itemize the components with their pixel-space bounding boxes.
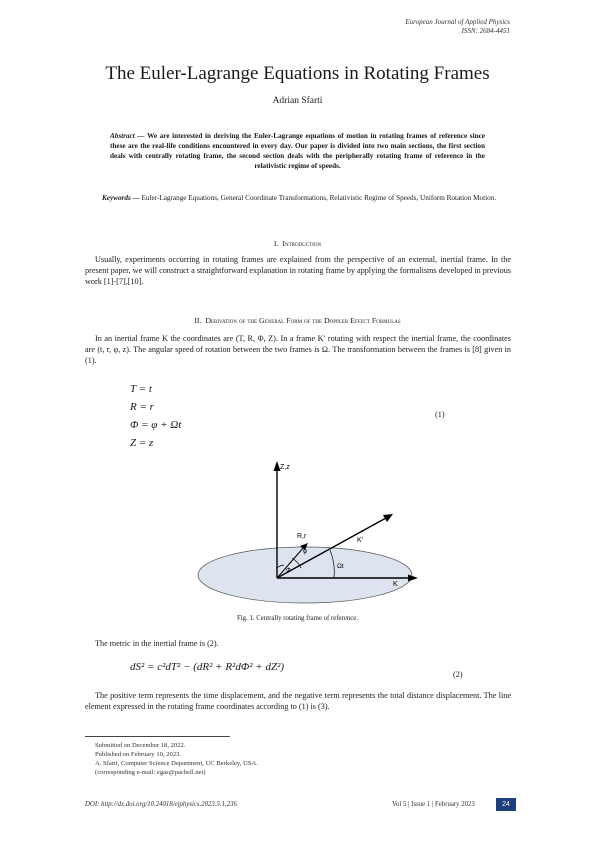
abstract-text: We are interested in deriving the Euler-Lagrange equations of motion in rotating frames of reference since these are the real-life conditions encountered in every day. Our paper is divided into two main sections, the first section deals with centrally rotating frame, the second section deals with the peripherally rotating frame of reference in the relativistic regime of speeds. [110,132,485,170]
section-heading-introduction [0,239,595,248]
figure-rotating-frame [180,455,420,615]
omega-t-label: Ωt [337,563,344,570]
rotation-plane-ellipse [198,547,412,603]
derivation-paragraph-3: The positive term represents the time displacement, and the negative term represents the total distance displacement. The line element expressed in the rotating frame coordinates according to (1) is (3). [85,691,511,711]
k-label: K [393,581,398,588]
derivation-paragraph-2: The metric in the inertial frame is (2). [95,639,219,648]
phi-big-label: Φ [286,568,291,574]
equation-2: dS² = c²dT² − (dR² + R²dΦ² + dZ²) [130,661,285,673]
footnote-published: Published on February 10, 2023. [95,751,182,758]
figure-caption: Fig. 1. Centrally rotating frame of reference. [237,615,358,622]
footer-doi[interactable]: DOI: http://dx.doi.org/10.24018/ejphysics.2023.5.1.236 [85,801,237,808]
k-prime-label: K' [357,537,364,544]
section-title: Derivation of the General Form of the Doppler Effect Formulas [205,316,401,325]
equation-1-line-3: Φ = φ + Ωt [130,419,182,431]
journal-name: European Journal of Applied Physics [405,18,510,26]
author-name: Adrian Sfarti [272,96,323,106]
footnotes [95,741,258,777]
equation-1-number: (1) [435,410,445,419]
footnote-affiliation: A. Sfarti, Computer Science Department, UC Berkeley, USA. [95,760,258,767]
k-axis-arrow [408,575,418,582]
derivation-paragraph-1: In an inertial frame K the coordinates are (T, R, Φ, Z). In a frame K′ rotating with respect the inertial frame, the coordinates are (t, r, φ, z). The angular speed of rotation between the two frames is Ω. The transformation between the frames is [8] given in (1). [85,334,511,365]
abstract-label: Abstract — [110,132,145,140]
footnote-email: (corresponding e-mail: egas@pacbell.net) [95,769,206,776]
r-label: R,r [297,533,307,540]
equation-1-line-1: T = t [130,383,152,395]
abstract [110,131,485,171]
k-prime-axis-arrow [383,514,393,522]
equation-1-line-4: Z = z [130,437,154,449]
equation-2-number: (2) [453,670,463,679]
paper-title: The Euler-Lagrange Equations in Rotating Frames [105,63,490,84]
section-title: Introduction [282,239,322,248]
footnote-submitted: Submitted on December 18, 2022. [95,742,186,749]
page-number-badge: 24 [496,798,516,811]
section-numeral: II. [194,316,202,325]
footer-volume: Vol 5 | Issue 1 | February 2023 [392,801,475,808]
keywords [102,193,510,203]
keywords-text: Euler-Lagrange Equations, General Coordinate Transformations, Relativistic Regime of Speeds, Uniform Rotation Motion. [141,194,497,202]
phi-small-label: ϕ [303,548,307,555]
z-axis-label: Z,z [280,464,290,471]
equation-1-line-2: R = r [130,401,154,413]
footnote-divider [85,736,230,737]
section-heading-derivation [0,316,595,325]
intro-paragraph: Usually, experiments occurring in rotating frames are explained from the perspective of an external, inertial frame. In the present paper, we will construct a straightforward explanation in rotating frame by applying the formalisms developed in previous work [1]-[7],[10]. [85,255,511,286]
journal-header [405,18,510,36]
journal-issn: ISSN: 2684-4451 [461,27,510,35]
keywords-label: Keywords — [102,194,140,202]
section-numeral: I. [273,239,279,248]
